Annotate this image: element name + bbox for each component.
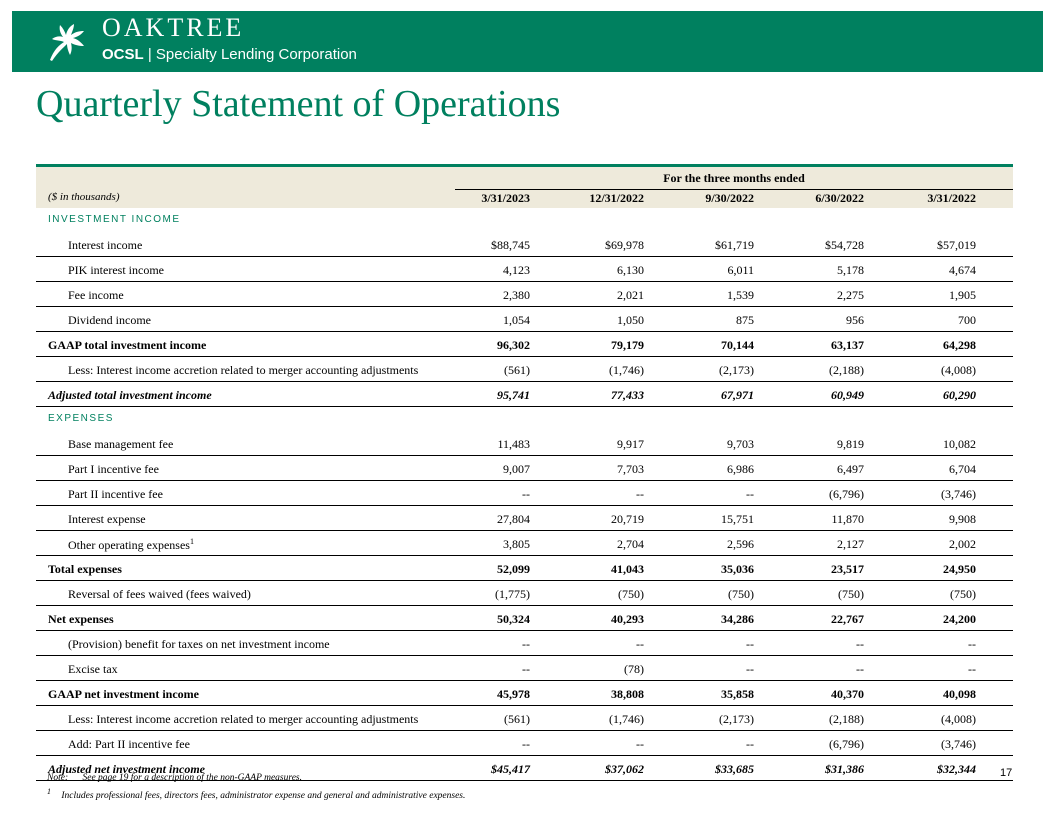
row-label-text: GAAP total investment income [48,338,207,352]
column-header: 3/31/2023 [481,191,530,205]
brand-company: Specialty Lending Corporation [155,46,357,63]
table-cell: 22,767 [831,612,864,626]
row-label [68,288,124,303]
table-cell: 34,286 [721,612,754,626]
table-cell: (78) [624,662,644,676]
table-cell: 52,099 [497,562,530,576]
table-cell: 23,517 [831,562,864,576]
footnote-marker: 1 [47,787,51,796]
footnote-line [47,787,465,801]
table-cell: -- [746,662,754,676]
table-cell: (1,746) [609,363,644,377]
table-row [36,531,1013,556]
row-label-text: Base management fee [68,437,174,451]
footnote-text: Includes professional fees, directors fees, administrator expense and general and administrative expenses. [61,791,466,802]
table-cell: 9,007 [503,462,530,476]
row-label-text: Other operating expenses [68,538,190,552]
table-cell: -- [522,662,530,676]
table-row [36,581,1013,606]
table-cell: $33,685 [715,762,754,776]
row-label-text: INVESTMENT INCOME [48,214,181,225]
table-cell: -- [856,637,864,651]
table-cell: 11,870 [831,512,864,526]
table-cell: 1,054 [503,313,530,327]
table-cell: 38,808 [611,687,644,701]
column-header: 3/31/2022 [927,191,976,205]
table-cell: 1,539 [727,288,754,302]
brand-subtitle [102,45,357,65]
table-cell: 11,483 [497,437,530,451]
row-label [48,338,206,353]
table-cell: (750) [950,587,976,601]
unit-label: ($ in thousands) [48,191,120,203]
row-label [68,662,118,677]
section-row [36,407,1013,431]
row-label [68,587,251,602]
period-span-title: For the three months ended [455,171,1013,190]
table-cell: 9,917 [617,437,644,451]
table-cell: 1,905 [949,288,976,302]
row-label-text: Part II incentive fee [68,487,163,501]
table-cell: 41,043 [611,562,644,576]
table-cell: 67,971 [721,388,754,402]
table-cell: $54,728 [825,238,864,252]
table-cell: 5,178 [837,263,864,277]
row-label [68,363,418,378]
table-row [36,631,1013,656]
row-label [68,712,418,727]
table-cell: (3,746) [941,737,976,751]
table-cell: 9,819 [837,437,864,451]
table-row [36,332,1013,357]
row-label [48,388,212,403]
table-row [36,681,1013,706]
row-label [68,238,142,253]
row-label-text: Adjusted total investment income [48,388,212,402]
row-label-text: Total expenses [48,562,122,576]
row-label [48,612,114,627]
table-row [36,706,1013,731]
table-cell: 9,703 [727,437,754,451]
table-cell: 79,179 [611,338,644,352]
table-cell: 4,674 [949,263,976,277]
row-label-text: Less: Interest income accretion related to merger accounting adjustments [68,712,419,726]
brand-ticker: OCSL [102,46,144,63]
table-cell: -- [856,662,864,676]
column-header: 9/30/2022 [705,191,754,205]
table-cell: 875 [736,313,754,327]
row-label-text: Part I incentive fee [68,462,159,476]
page-number: 17 [1000,767,1013,779]
row-label [68,737,190,752]
table-cell: -- [968,662,976,676]
row-label-text: Adjusted net investment income [48,762,206,776]
table-cell: $37,062 [605,762,644,776]
table-cell: $31,386 [825,762,864,776]
table-cell: $57,019 [937,238,976,252]
table-cell: 2,021 [617,288,644,302]
table-cell: -- [522,637,530,651]
table-cell: 6,497 [837,462,864,476]
table-row [36,456,1013,481]
table-cell: 2,127 [837,537,864,551]
table-cell: $88,745 [491,238,530,252]
table-cell: (750) [838,587,864,601]
brand-separator: | [147,46,152,63]
table-cell: -- [636,737,644,751]
table-cell: (4,008) [941,712,976,726]
row-label-text: Excise tax [68,662,118,676]
row-label-text: Less: Interest income accretion related to merger accounting adjustments [68,363,419,377]
row-label [68,512,146,527]
table-cell: 20,719 [611,512,644,526]
table-cell: 77,433 [611,388,644,402]
table-cell: $69,978 [605,238,644,252]
row-label-text: Add: Part II incentive fee [68,737,190,751]
table-cell: 10,082 [943,437,976,451]
table-cell: (6,796) [829,487,864,501]
table-row [36,382,1013,407]
table-cell: -- [746,487,754,501]
table-cell: 60,949 [831,388,864,402]
row-label [48,687,199,702]
row-label [68,462,159,477]
table-cell: (561) [504,712,530,726]
table-cell: 2,275 [837,288,864,302]
table-cell: (2,188) [829,363,864,377]
section-label [48,214,181,225]
note-label: Note: [47,773,69,783]
operations-table [36,164,1013,781]
table-cell: 96,302 [497,338,530,352]
table-cell: (750) [728,587,754,601]
table-cell: 7,703 [617,462,644,476]
table-cell: 35,858 [721,687,754,701]
section-label [48,413,114,424]
table-cell: 9,908 [949,512,976,526]
table-row [36,307,1013,332]
table-cell: 6,986 [727,462,754,476]
table-cell: 6,011 [727,263,754,277]
table-cell: 2,596 [727,537,754,551]
table-cell: 4,123 [503,263,530,277]
table-cell: 40,370 [831,687,864,701]
table-cell: 3,805 [503,537,530,551]
table-cell: 27,804 [497,512,530,526]
section-row [36,208,1013,232]
table-cell: -- [636,487,644,501]
table-cell: (2,173) [719,363,754,377]
table-cell: 956 [846,313,864,327]
table-header [36,167,1013,208]
table-cell: $32,344 [937,762,976,776]
column-header: 6/30/2022 [815,191,864,205]
table-row [36,506,1013,531]
row-label [48,562,122,577]
table-cell: 6,704 [949,462,976,476]
table-body [36,208,1013,781]
row-label-text: Interest income [68,238,143,252]
row-label-text: GAAP net investment income [48,687,199,701]
row-label [68,263,164,278]
table-cell: $45,417 [491,762,530,776]
table-cell: 40,098 [943,687,976,701]
note-line [47,773,302,783]
table-cell: (6,796) [829,737,864,751]
row-label [68,437,173,452]
row-label-text: (Provision) benefit for taxes on net investment income [68,637,330,651]
table-cell: -- [636,637,644,651]
table-cell: 6,130 [617,263,644,277]
table-cell: -- [522,737,530,751]
table-row [36,357,1013,382]
table-row [36,731,1013,756]
table-cell: 50,324 [497,612,530,626]
note-text: See page 19 for a description of the non-GAAP measures. [82,773,303,783]
table-cell: 70,144 [721,338,754,352]
table-cell: (1,775) [495,587,530,601]
table-cell: 700 [958,313,976,327]
table-cell: -- [746,637,754,651]
table-cell: 1,050 [617,313,644,327]
oak-leaf-icon [44,20,90,66]
row-label-text: Reversal of fees waived (fees waived) [68,587,251,601]
row-label-text: Fee income [68,288,124,302]
row-label [68,313,151,328]
row-label-text: Net expenses [48,612,114,626]
column-header: 12/31/2022 [589,191,644,205]
table-cell: 2,704 [617,537,644,551]
table-cell: 24,950 [943,562,976,576]
table-cell: 2,002 [949,537,976,551]
page-title: Quarterly Statement of Operations [36,83,561,125]
table-cell: (2,188) [829,712,864,726]
table-row [36,481,1013,506]
table-cell: 95,741 [497,388,530,402]
row-label-text: EXPENSES [48,413,114,424]
table-row [36,257,1013,282]
row-label [68,637,330,652]
table-cell: -- [968,637,976,651]
table-row [36,606,1013,631]
table-row [36,282,1013,307]
row-label [68,537,194,553]
table-cell: 2,380 [503,288,530,302]
row-label-text: Interest expense [68,512,146,526]
table-cell: -- [746,737,754,751]
table-cell: 63,137 [831,338,864,352]
table-cell: 15,751 [721,512,754,526]
brand-name: OAKTREE [102,13,245,42]
table-row [36,431,1013,456]
row-label [68,487,163,502]
table-cell: -- [522,487,530,501]
row-label-text: Dividend income [68,313,151,327]
table-cell: (3,746) [941,487,976,501]
table-cell: (2,173) [719,712,754,726]
table-row [36,656,1013,681]
table-cell: (750) [618,587,644,601]
table-row [36,556,1013,581]
table-cell: 24,200 [943,612,976,626]
table-cell: (4,008) [941,363,976,377]
table-cell: 40,293 [611,612,644,626]
footnote-ref: 1 [189,537,194,546]
table-cell: 64,298 [943,338,976,352]
table-cell: 60,290 [943,388,976,402]
table-cell: $61,719 [715,238,754,252]
table-cell: 45,978 [497,687,530,701]
table-cell: (1,746) [609,712,644,726]
table-row [36,232,1013,257]
row-label-text: PIK interest income [68,263,164,277]
table-cell: (561) [504,363,530,377]
table-cell: 35,036 [721,562,754,576]
